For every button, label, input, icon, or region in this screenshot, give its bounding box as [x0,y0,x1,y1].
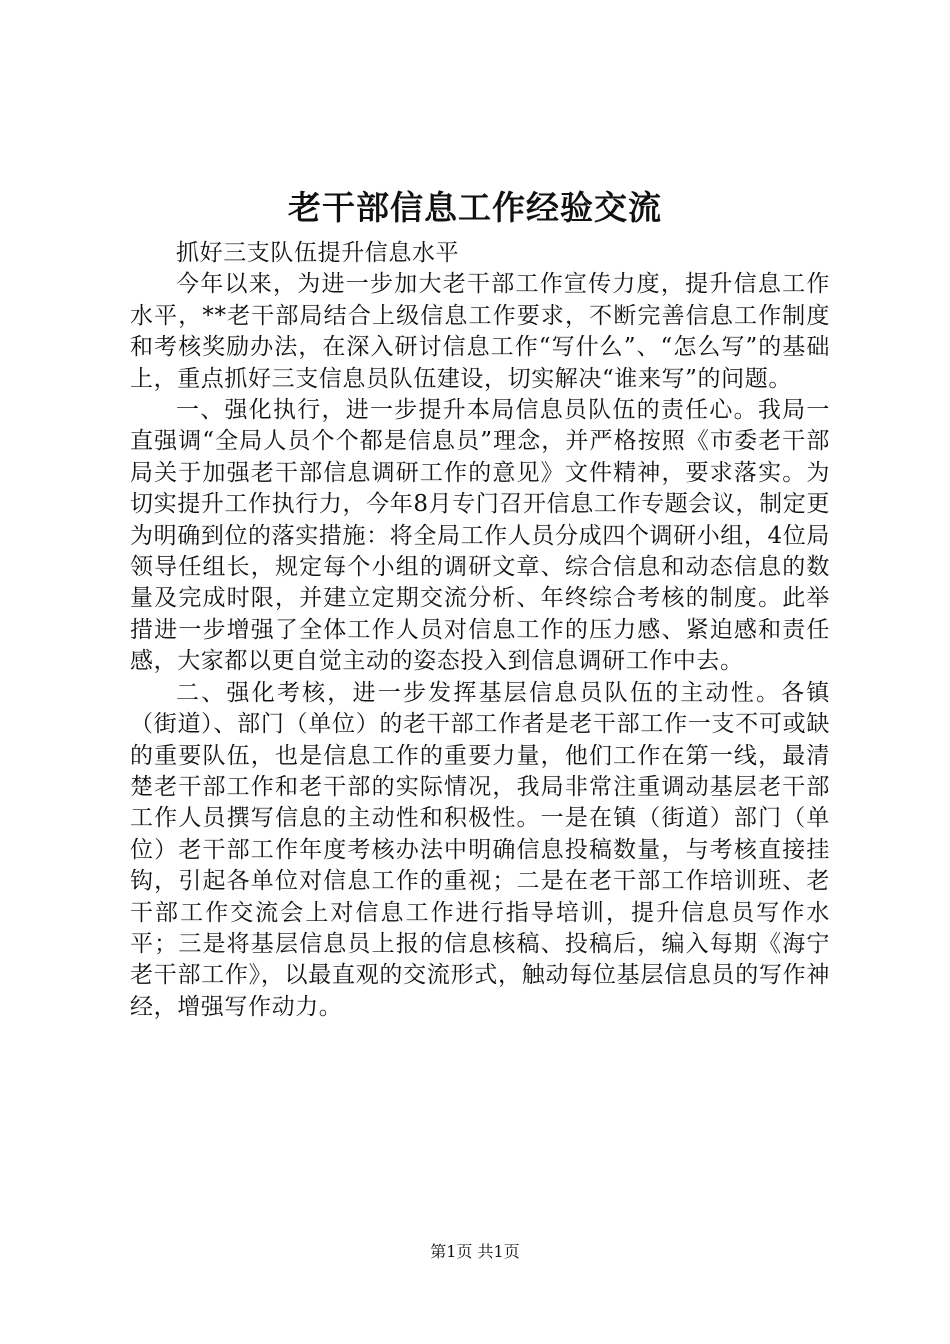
document-body [130,238,830,1023]
section-one-paragraph: 一、强化执行，进一步提升本局信息员队伍的责任心。我局一直强调“全局人员个个都是信息员”理念，并严格按照《市委老干部局关于加强老干部信息调研工作的意见》文件精神，要求落实。为切实提升工作执行力，今年8月专门召开信息工作专题会议，制定更为明确到位的落实措施：将全局工作人员分成四个调研小组，4位局领导任组长，规定每个小组的调研文章、综合信息和动态信息的数量及完成时限，并建立定期交流分析、年终综合考核的制度。此举措进一步增强了全体工作人员对信息工作的压力感、紧迫感和责任感，大家都以更自觉主动的姿态投入到信息调研工作中去。 [130,397,830,675]
document-title: 老干部信息工作经验交流 [288,188,662,227]
intro-paragraph: 今年以来，为进一步加大老干部工作宣传力度，提升信息工作水平，**老干部局结合上级信息工作要求，不断完善信息工作制度和考核奖励办法，在深入研讨信息工作“写什么”、“怎么写”的基础上，重点抓好三支信息员队伍建设，切实解决“谁来写”的问题。 [130,271,830,392]
subtitle-paragraph: 抓好三支队伍提升信息水平 [176,240,460,266]
section-two-paragraph: 二、强化考核，进一步发挥基层信息员队伍的主动性。各镇（街道）、部门（单位）的老干部工作者是老干部工作一支不可或缺的重要队伍，也是信息工作的重要力量，他们工作在第一线，最清楚老干部工作和老干部的实际情况，我局非常注重调动基层老干部工作人员撰写信息的主动性和积极性。一是在镇（街道）部门（单位）老干部工作年度考核办法中明确信息投稿数量，与考核直接挂钩，引起各单位对信息工作的重视；二是在老干部工作培训班、老干部工作交流会上对信息工作进行指导培训，提升信息员写作水平；三是将基层信息员上报的信息核稿、投稿后，编入每期《海宁老干部工作》，以最直观的交流形式，触动每位基层信息员的写作神经，增强写作动力。 [130,679,830,1020]
page-footer: 第1页 共1页 [430,1242,520,1261]
